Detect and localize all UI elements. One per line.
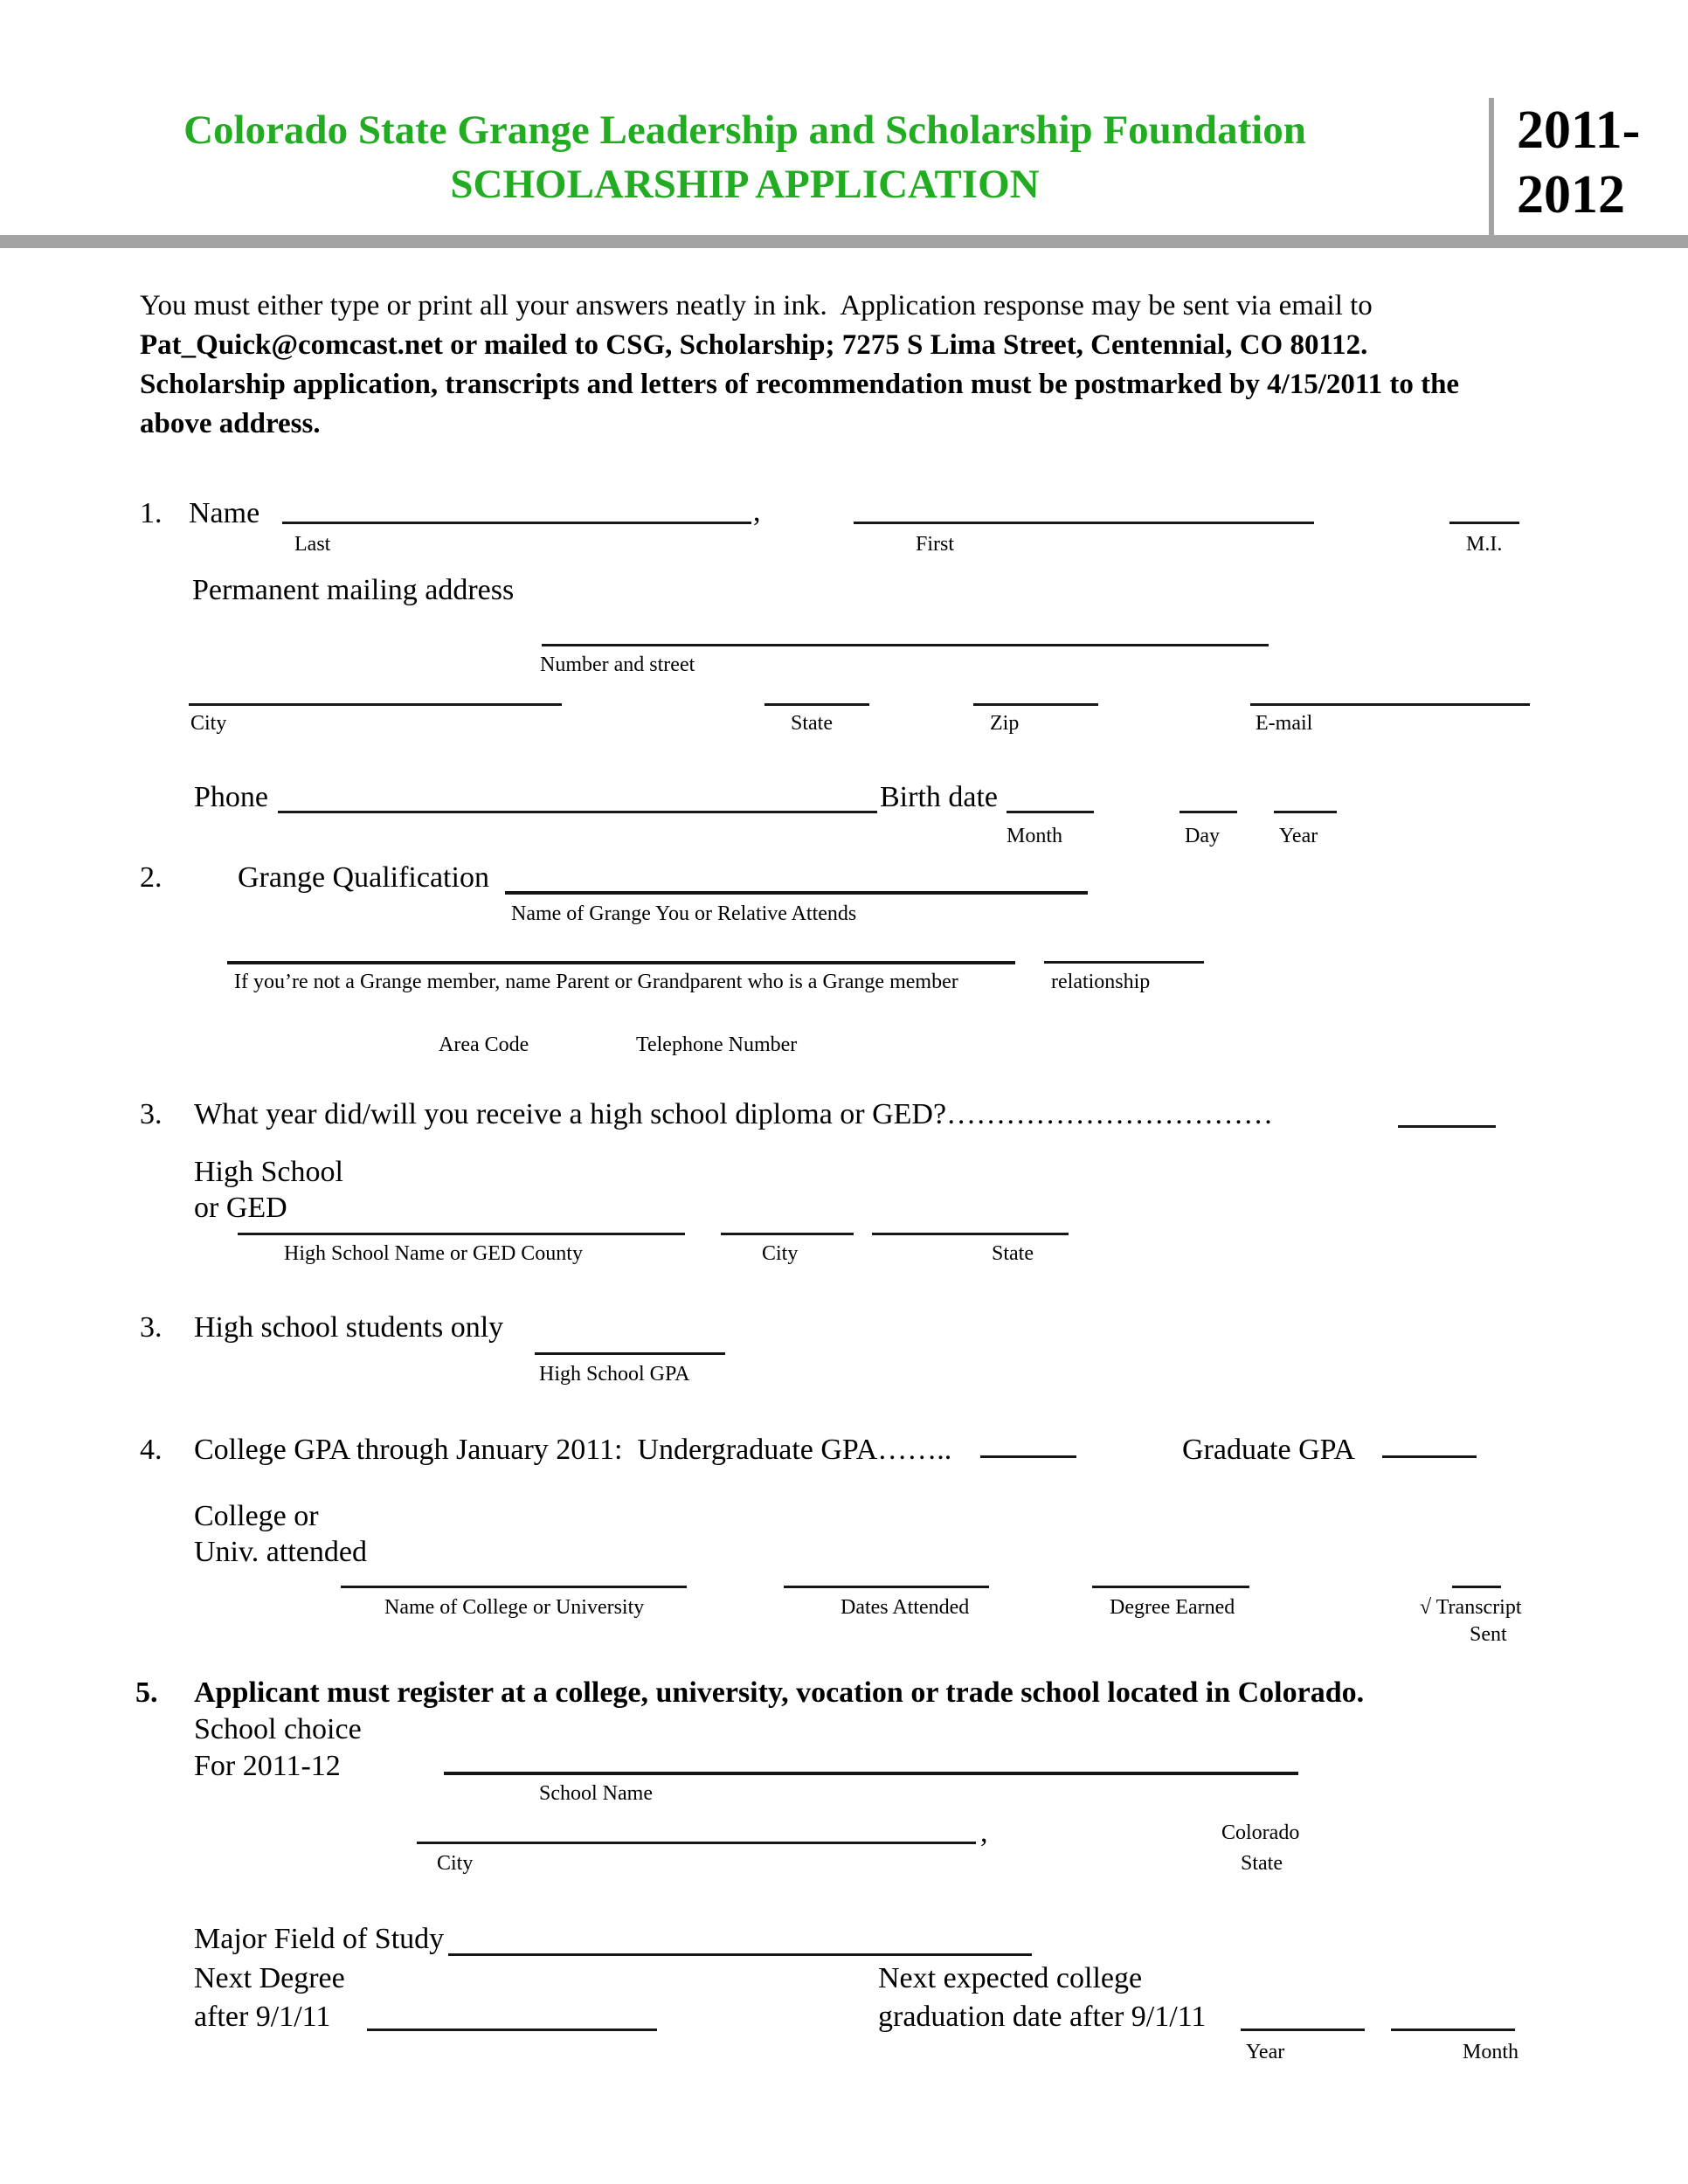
city-blank[interactable] [189, 703, 562, 706]
diploma-question-text: What year did/will you receive a high school diploma or GED? [194, 1098, 947, 1130]
graduate-gpa-blank[interactable] [1382, 1455, 1477, 1458]
item3-number: 3. [140, 1098, 163, 1130]
grad-date-label-line2: graduation date after 9/1/11 [878, 2001, 1207, 2033]
item5-number: 5. [135, 1676, 158, 1709]
college-attended-label-line2: Univ. attended [194, 1536, 367, 1568]
state-caption: State [791, 712, 833, 735]
instructions-line-1: You must either type or print all your answers neatly in ink. Application response may be sent via email to [140, 290, 1373, 321]
year-line1: 2011- [1517, 100, 1641, 160]
next-degree-blank[interactable] [367, 2028, 657, 2031]
email-blank[interactable] [1250, 703, 1530, 706]
city-caption: City [190, 712, 227, 735]
diploma-dot-leader: …………………………… [946, 1098, 1274, 1130]
instructions-paragraph [140, 287, 1459, 444]
mailing-address-label: Permanent mailing address [192, 574, 515, 606]
degree-earned-blank[interactable] [1092, 1586, 1249, 1588]
transcript-caption: √ Transcript [1420, 1596, 1522, 1619]
school-name-caption: School Name [539, 1782, 653, 1805]
birth-day-blank[interactable] [1180, 811, 1237, 813]
state-blank[interactable] [764, 703, 869, 706]
title-line1: Colorado State Grange Leadership and Scholarship Foundation [183, 107, 1306, 153]
next-degree-label-line2: after 9/1/11 [194, 2001, 331, 2033]
grad-year-caption: Year [1246, 2041, 1285, 2063]
first-name-blank[interactable] [854, 522, 1314, 524]
grad-date-label-line1: Next expected college [878, 1962, 1143, 1994]
number-street-caption: Number and street [540, 653, 695, 676]
grange-name-blank[interactable] [505, 891, 1088, 895]
graduate-gpa-label: Graduate GPA [1182, 1434, 1355, 1466]
colorado-state-value: Colorado [1221, 1821, 1300, 1844]
middle-initial-blank[interactable] [1449, 522, 1519, 524]
last-caption: Last [294, 533, 331, 556]
school-city-blank[interactable] [417, 1842, 976, 1844]
instructions-line-4: above address. [140, 408, 321, 439]
college-gpa-label [194, 1433, 951, 1467]
college-name-caption: Name of College or University [384, 1596, 645, 1619]
phone-label: Phone [194, 781, 268, 813]
header-vertical-divider [1489, 98, 1494, 235]
major-field-blank[interactable] [448, 1953, 1032, 1956]
school-choice-label-line1: School choice [194, 1713, 362, 1745]
item2-number: 2. [140, 861, 163, 894]
next-degree-label-line1: Next Degree [194, 1962, 345, 1994]
dates-attended-blank[interactable] [784, 1586, 989, 1588]
email-caption: E-mail [1256, 712, 1313, 735]
hs-state-blank[interactable] [872, 1233, 1069, 1235]
hs-students-only-label: High school students only [194, 1311, 504, 1344]
instructions-line-3: Scholarship application, transcripts and letters of recommendation must be postmarked by 4/15/2011 to the [140, 369, 1460, 400]
year-caption: Year [1279, 825, 1318, 847]
college-attended-label-line1: College or [194, 1500, 319, 1532]
number-street-blank[interactable] [542, 644, 1269, 646]
mi-caption: M.I. [1466, 533, 1503, 556]
college-gpa-text: College GPA through January 2011: Undergraduate GPA [194, 1434, 878, 1466]
year-line2: 2012 [1517, 165, 1625, 225]
dates-attended-caption: Dates Attended [841, 1596, 970, 1619]
hs-gpa-caption: High School GPA [539, 1363, 690, 1386]
major-field-label: Major Field of Study [194, 1923, 445, 1955]
form-title [0, 103, 1490, 211]
hs-city-blank[interactable] [721, 1233, 854, 1235]
colorado-requirement-label: Applicant must register at a college, university, vocation or trade school located in Colorado. [194, 1676, 1365, 1709]
title-line2: SCHOLARSHIP APPLICATION [450, 162, 1040, 207]
zip-caption: Zip [990, 712, 1020, 735]
degree-earned-caption: Degree Earned [1110, 1596, 1235, 1619]
day-caption: Day [1185, 825, 1220, 847]
grange-qualification-label: Grange Qualification [238, 861, 489, 894]
grad-year-blank[interactable] [1241, 2028, 1365, 2031]
last-name-blank[interactable] [282, 522, 751, 524]
item3b-number: 3. [140, 1311, 163, 1344]
high-school-label-line1: High School [194, 1156, 343, 1188]
high-school-label-line2: or GED [194, 1192, 287, 1224]
item4-number: 4. [140, 1434, 163, 1466]
transcript-sent-blank[interactable] [1452, 1586, 1501, 1588]
grange-name-caption: Name of Grange You or Relative Attends [511, 902, 857, 925]
hs-name-caption: High School Name or GED County [284, 1242, 583, 1265]
grad-month-blank[interactable] [1391, 2028, 1515, 2031]
hs-name-blank[interactable] [238, 1233, 685, 1235]
name-label: Name [189, 497, 260, 529]
phone-blank[interactable] [278, 811, 877, 813]
college-gpa-dot-leader: …….. [877, 1434, 952, 1466]
zip-blank[interactable] [973, 703, 1098, 706]
school-city-comma: , [980, 1816, 988, 1849]
undergrad-gpa-blank[interactable] [980, 1455, 1076, 1458]
instructions-line-2: Pat_Quick@comcast.net or mailed to CSG, Scholarship; 7275 S Lima Street, Centennial, CO 80112. [140, 329, 1368, 361]
diploma-question [194, 1097, 1273, 1131]
header-rule [0, 235, 1688, 248]
sent-caption: Sent [1470, 1623, 1507, 1646]
item1-number: 1. [140, 497, 163, 529]
school-choice-label-line2: For 2011-12 [194, 1750, 341, 1782]
school-name-blank[interactable] [444, 1772, 1298, 1775]
school-state-caption: State [1241, 1852, 1283, 1875]
college-name-blank[interactable] [341, 1586, 687, 1588]
birth-month-blank[interactable] [1007, 811, 1094, 813]
area-code-caption: Area Code [439, 1033, 529, 1056]
hs-city-caption: City [762, 1242, 799, 1265]
hs-gpa-blank[interactable] [535, 1352, 725, 1355]
diploma-year-blank[interactable] [1398, 1125, 1496, 1128]
birth-date-label: Birth date [880, 781, 999, 813]
birth-year-blank[interactable] [1274, 811, 1337, 813]
school-year-badge [1517, 98, 1640, 227]
school-city-caption: City [437, 1852, 474, 1875]
first-caption: First [916, 533, 955, 556]
month-caption: Month [1007, 825, 1063, 847]
grad-month-caption: Month [1463, 2041, 1519, 2063]
telephone-caption: Telephone Number [636, 1033, 798, 1056]
nonmember-caption: If you’re not a Grange member, name Parent or Grandparent who is a Grange member [234, 971, 958, 993]
hs-state-caption: State [992, 1242, 1034, 1265]
relationship-blank[interactable] [1044, 961, 1204, 964]
relationship-caption: relationship [1051, 971, 1151, 993]
grange-nonmember-blank[interactable] [227, 961, 1015, 964]
name-comma: , [753, 495, 761, 528]
